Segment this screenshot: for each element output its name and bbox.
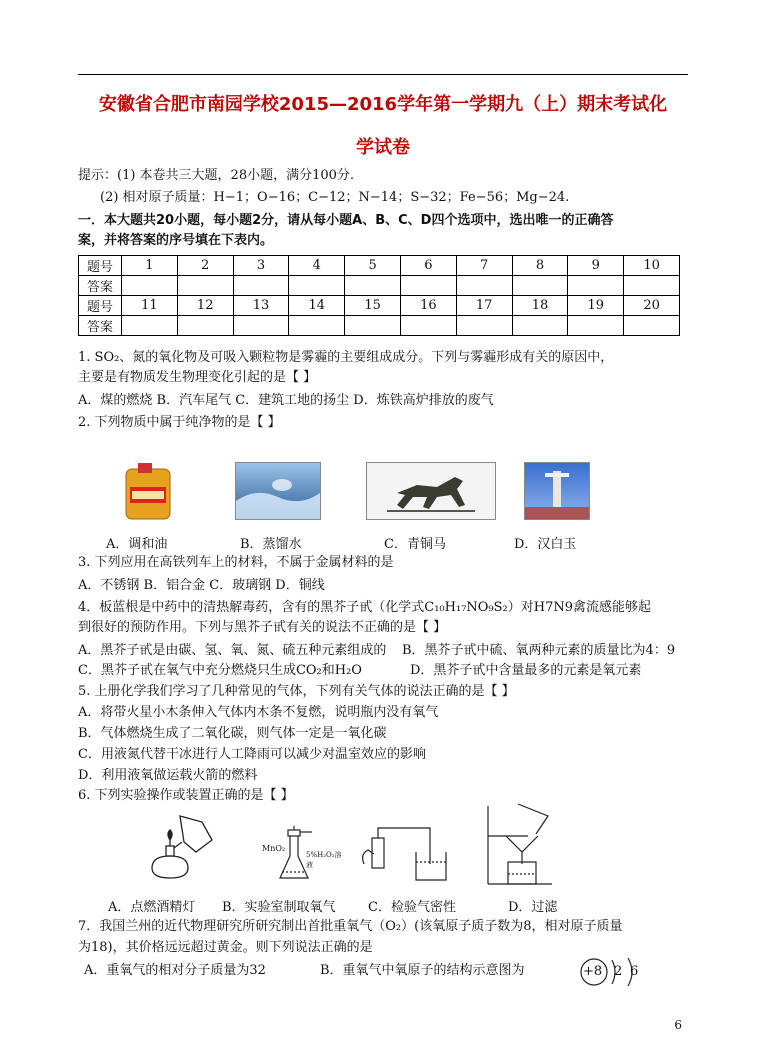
q7-stem-1: 7．我国兰州的近代物理研究所研究制出首批重氧气（O₂）(该氧原子质子数为8，相对原子质量 <box>78 919 623 934</box>
answer-cell[interactable] <box>624 276 680 296</box>
section1-instructions-1: 一．本大题共20小题，每小题2分，请从每小题A、B、C、D四个选项中，选出唯一的正确答 <box>78 213 614 228</box>
answer-table-answer-row <box>79 316 680 336</box>
table-cell: 4 <box>289 256 345 276</box>
q5-option-a: A．将带火星小木条伸入气体内木条不复燃，说明瓶内没有氧气 <box>78 705 439 720</box>
table-label: 答案 <box>79 316 122 336</box>
white-marble-pillar-image <box>524 462 590 520</box>
q5-option-b: B．气体燃烧生成了二氧化碳，则气体一定是一氧化碳 <box>78 726 387 741</box>
q7-option-a: A．重氧气的相对分子质量为32 <box>84 963 266 978</box>
q6-option-c: C．检验气密性 <box>368 900 456 915</box>
answer-cell[interactable] <box>624 316 680 336</box>
airtightness-test-diagram <box>356 824 456 886</box>
answer-cell[interactable] <box>400 316 456 336</box>
table-cell: 13 <box>233 296 289 316</box>
alcohol-lamp-diagram <box>146 812 222 884</box>
answer-cell[interactable] <box>289 276 345 296</box>
answer-table <box>78 255 680 336</box>
table-label: 题号 <box>79 296 122 316</box>
electron-shell-1: 2 <box>614 964 623 979</box>
h2o2-label: 5%H₂O₂溶液 <box>306 851 342 869</box>
q7-option-b: B．重氧气中氧原子的结构示意图为 <box>320 963 525 978</box>
table-cell: 20 <box>624 296 680 316</box>
q7-stem-2: 为18)，其价格远远超过黄金。则下列说法正确的是 <box>78 940 373 955</box>
bronze-horse-image <box>366 462 496 520</box>
table-cell: 7 <box>456 256 512 276</box>
oxygen-generator-diagram <box>262 826 342 884</box>
nucleus-charge: +8 <box>583 964 603 979</box>
table-cell: 18 <box>512 296 568 316</box>
table-cell: 3 <box>233 256 289 276</box>
section1-instructions-2: 案，并将答案的序号填在下表内。 <box>78 233 274 248</box>
answer-cell[interactable] <box>122 316 178 336</box>
table-cell: 10 <box>624 256 680 276</box>
q4-option-c: C．黑芥子甙在氧气中充分燃烧只生成CO₂和H₂O <box>78 663 362 678</box>
table-cell: 2 <box>177 256 233 276</box>
q2-option-b: B．蒸馏水 <box>240 537 302 552</box>
answer-cell[interactable] <box>568 276 624 296</box>
hint-2: (2) 相对原子质量：H−1；O−16；C−12；N−14；S−32；Fe−56；Mg−24. <box>100 190 570 205</box>
table-cell: 11 <box>122 296 178 316</box>
q4-stem-1: 4．板蓝根是中药中的清热解毒药，含有的黑芥子甙（化学式C₁₀H₁₇NO₉S₂）对H7N9禽流感能够起 <box>78 600 652 615</box>
q4-option-d: D．黑芥子甙中含量最多的元素是氧元素 <box>410 663 642 678</box>
answer-cell[interactable] <box>122 276 178 296</box>
q5-option-d: D．利用液氧做运载火箭的燃料 <box>78 768 258 783</box>
answer-cell[interactable] <box>345 316 401 336</box>
q6-option-b: B．实验室制取氧气 <box>222 900 336 915</box>
atom-structure-diagram <box>578 952 648 992</box>
page-title-line1: 安徽省合肥市南园学校2015—2016学年第一学期九（上）期末考试化 <box>98 94 668 115</box>
filtration-diagram <box>478 800 560 888</box>
q1-stem-1: 1. SO₂、氮的氧化物及可吸入颗粒物是雾霾的主要组成成分。下列与雾霾形成有关的原因中， <box>78 350 614 365</box>
table-cell: 17 <box>456 296 512 316</box>
q3-options: A．不锈钢 B．铝合金 C．玻璃钢 D．铜线 <box>78 578 325 593</box>
answer-cell[interactable] <box>456 276 512 296</box>
table-cell: 6 <box>400 256 456 276</box>
answer-table-answer-row <box>79 276 680 296</box>
q1-stem-2: 主要是有物质发生物理变化引起的是【 】 <box>78 370 317 385</box>
distilled-water-image <box>235 462 321 520</box>
table-cell: 15 <box>345 296 401 316</box>
q2-option-d: D．汉白玉 <box>514 537 577 552</box>
q2-option-a: A．调和油 <box>106 537 168 552</box>
q3-stem: 3. 下列应用在高铁列车上的材料，不属于金属材料的是 <box>78 555 394 570</box>
table-cell: 9 <box>568 256 624 276</box>
answer-cell[interactable] <box>345 276 401 296</box>
q4-option-a: A．黑芥子甙是由碳、氢、氧、氮、硫五种元素组成的 <box>78 643 387 658</box>
q6-stem: 6. 下列实验操作或装置正确的是【 】 <box>78 788 294 803</box>
answer-cell[interactable] <box>400 276 456 296</box>
answer-cell[interactable] <box>289 316 345 336</box>
table-cell: 16 <box>400 296 456 316</box>
mno2-label: MnO₂ <box>262 844 286 853</box>
q2-option-c: C．青铜马 <box>384 537 446 552</box>
q2-stem: 2. 下列物质中属于纯净物的是【 】 <box>78 415 281 430</box>
answer-table-header-row <box>79 296 680 316</box>
hint-1: 提示：(1) 本卷共三大题，28小题，满分100分. <box>78 168 355 183</box>
page-number: 6 <box>674 1018 682 1032</box>
table-label: 题号 <box>79 256 122 276</box>
answer-cell[interactable] <box>512 276 568 296</box>
table-cell: 8 <box>512 256 568 276</box>
table-cell: 12 <box>177 296 233 316</box>
page-title-line2: 学试卷 <box>356 137 410 158</box>
cooking-oil-image <box>118 463 178 523</box>
table-cell: 14 <box>289 296 345 316</box>
answer-cell[interactable] <box>568 316 624 336</box>
table-cell: 19 <box>568 296 624 316</box>
answer-table-header-row <box>79 256 680 276</box>
table-label: 答案 <box>79 276 122 296</box>
answer-cell[interactable] <box>233 316 289 336</box>
q6-option-d: D．过滤 <box>508 900 558 915</box>
answer-cell[interactable] <box>177 276 233 296</box>
q4-stem-2: 到很好的预防作用。下列与黑芥子甙有关的说法不正确的是【 】 <box>78 620 447 635</box>
header-rule <box>78 74 688 75</box>
q6-option-a: A．点燃酒精灯 <box>108 900 196 915</box>
table-cell: 1 <box>122 256 178 276</box>
q5-option-c: C．用液氮代替干冰进行人工降雨可以减少对温室效应的影响 <box>78 747 426 762</box>
answer-cell[interactable] <box>233 276 289 296</box>
answer-cell[interactable] <box>512 316 568 336</box>
q5-stem: 5. 上册化学我们学习了几种常见的气体，下列有关气体的说法正确的是【 】 <box>78 684 515 699</box>
q1-options: A．煤的燃烧 B．汽车尾气 C．建筑工地的扬尘 D．炼铁高炉排放的废气 <box>78 393 494 408</box>
answer-cell[interactable] <box>456 316 512 336</box>
answer-cell[interactable] <box>177 316 233 336</box>
q4-option-b: B．黑芥子甙中硫、氧两种元素的质量比为4：9 <box>402 643 676 658</box>
electron-shell-2: 6 <box>630 964 639 979</box>
table-cell: 5 <box>345 256 401 276</box>
